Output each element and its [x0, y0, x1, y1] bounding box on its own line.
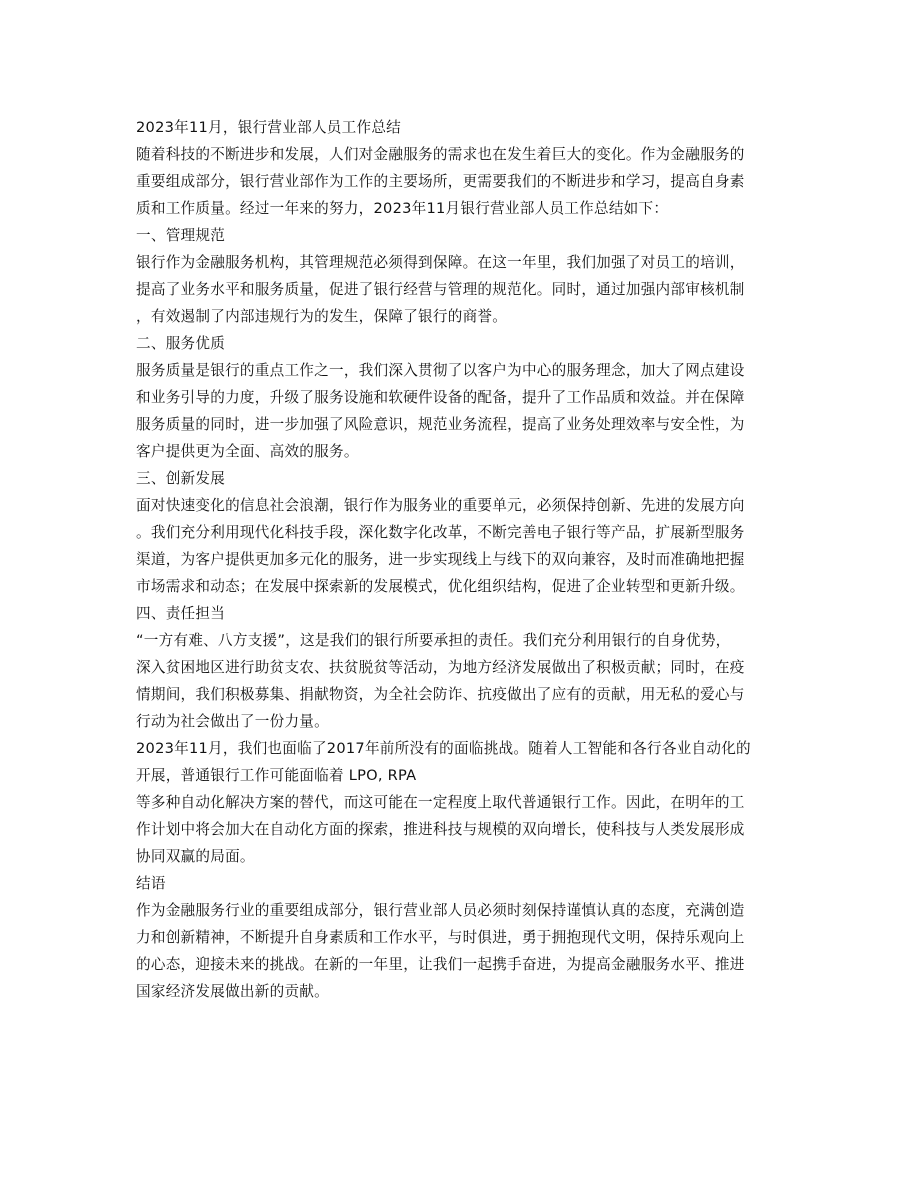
section-heading-responsibility: 四、责任担当: [136, 605, 226, 622]
section-heading-service: 二、服务优质: [136, 335, 226, 352]
paragraph-line: 重要组成部分，银行营业部作为工作的主要场所，更需要我们的不断进步和学习，提高自身素: [136, 173, 745, 190]
paragraph-line: 市场需求和动态；在发展中探索新的发展模式，优化组织结构，促进了企业转型和更新升级。: [136, 578, 745, 595]
doc-title: 2023年11月，银行营业部人员工作总结: [136, 119, 402, 136]
paragraph-line: 服务质量是银行的重点工作之一，我们深入贯彻了以客户为中心的服务理念，加大了网点建设: [136, 362, 745, 379]
paragraph-line: 作计划中将会加大在自动化方面的探索，推进科技与规模的双向增长，使科技与人类发展形成: [136, 821, 745, 838]
paragraph-line: 客户提供更为全面、高效的服务。: [136, 443, 359, 460]
paragraph-line: ，有效遏制了内部违规行为的发生，保障了银行的商誉。: [136, 308, 508, 325]
paragraph-line: 面对快速变化的信息社会浪潮，银行作为服务业的重要单元，必须保持创新、先进的发展方向: [136, 497, 745, 514]
paragraph-line: 行动为社会做出了一份力量。: [136, 713, 329, 730]
paragraph-line: 等多种自动化解决方案的替代，而这可能在一定程度上取代普通银行工作。因此，在明年的工: [136, 794, 745, 811]
section-heading-management: 一、管理规范: [136, 227, 226, 244]
paragraph-line: 协同双赢的局面。: [136, 848, 255, 865]
paragraph-line: 和业务引导的力度，升级了服务设施和软硬件设备的配备，提升了工作品质和效益。并在保障: [136, 389, 745, 406]
document-body: [136, 114, 786, 1005]
paragraph-line: 银行作为金融服务机构，其管理规范必须得到保障。在这一年里，我们加强了对员工的培训，: [136, 254, 745, 271]
paragraph-line: “一方有难、八方支援”，这是我们的银行所要承担的责任。我们充分利用银行的自身优势，: [136, 632, 731, 649]
paragraph-line: 国家经济发展做出新的贡献。: [136, 983, 329, 1000]
paragraph-line: 作为金融服务行业的重要组成部分，银行营业部人员必须时刻保持谨慎认真的态度，充满创造: [136, 902, 745, 919]
paragraph-line: 。我们充分利用现代化科技手段，深化数字化改革，不断完善电子银行等产品，扩展新型服务: [136, 524, 745, 541]
paragraph-line: 的心态，迎接未来的挑战。在新的一年里，让我们一起携手奋进，为提高金融服务水平、推进: [136, 956, 745, 973]
paragraph-line: 提高了业务水平和服务质量，促进了银行经营与管理的规范化。同时，通过加强内部审核机制: [136, 281, 745, 298]
paragraph-line: 情期间，我们积极募集、捐献物资，为全社会防诈、抗疫做出了应有的贡献，用无私的爱心与: [136, 686, 745, 703]
paragraph-line: 深入贫困地区进行助贫支农、扶贫脱贫等活动，为地方经济发展做出了积极贡献；同时，在疫: [136, 659, 745, 676]
section-heading-innovation: 三、创新发展: [136, 470, 226, 487]
paragraph-line: 开展，普通银行工作可能面临着 LPO, RPA: [136, 767, 417, 784]
paragraph-line: 渠道，为客户提供更加多元化的服务，进一步实现线上与线下的双向兼容，及时而准确地把握: [136, 551, 745, 568]
paragraph-line: 力和创新精神，不断提升自身素质和工作水平，与时俱进，勇于拥抱现代文明，保持乐观向上: [136, 929, 745, 946]
paragraph-line: 服务质量的同时，进一步加强了风险意识，规范业务流程，提高了业务处理效率与安全性，为: [136, 416, 745, 433]
section-heading-conclusion: 结语: [136, 875, 166, 892]
paragraph-line: 质和工作质量。经过一年来的努力，2023年11月银行营业部人员工作总结如下：: [136, 200, 669, 217]
paragraph-line: 随着科技的不断进步和发展，人们对金融服务的需求也在发生着巨大的变化。作为金融服务的: [136, 146, 745, 163]
paragraph-line: 2023年11月，我们也面临了2017年前所没有的面临挑战。随着人工智能和各行各业自动化的: [136, 740, 751, 757]
